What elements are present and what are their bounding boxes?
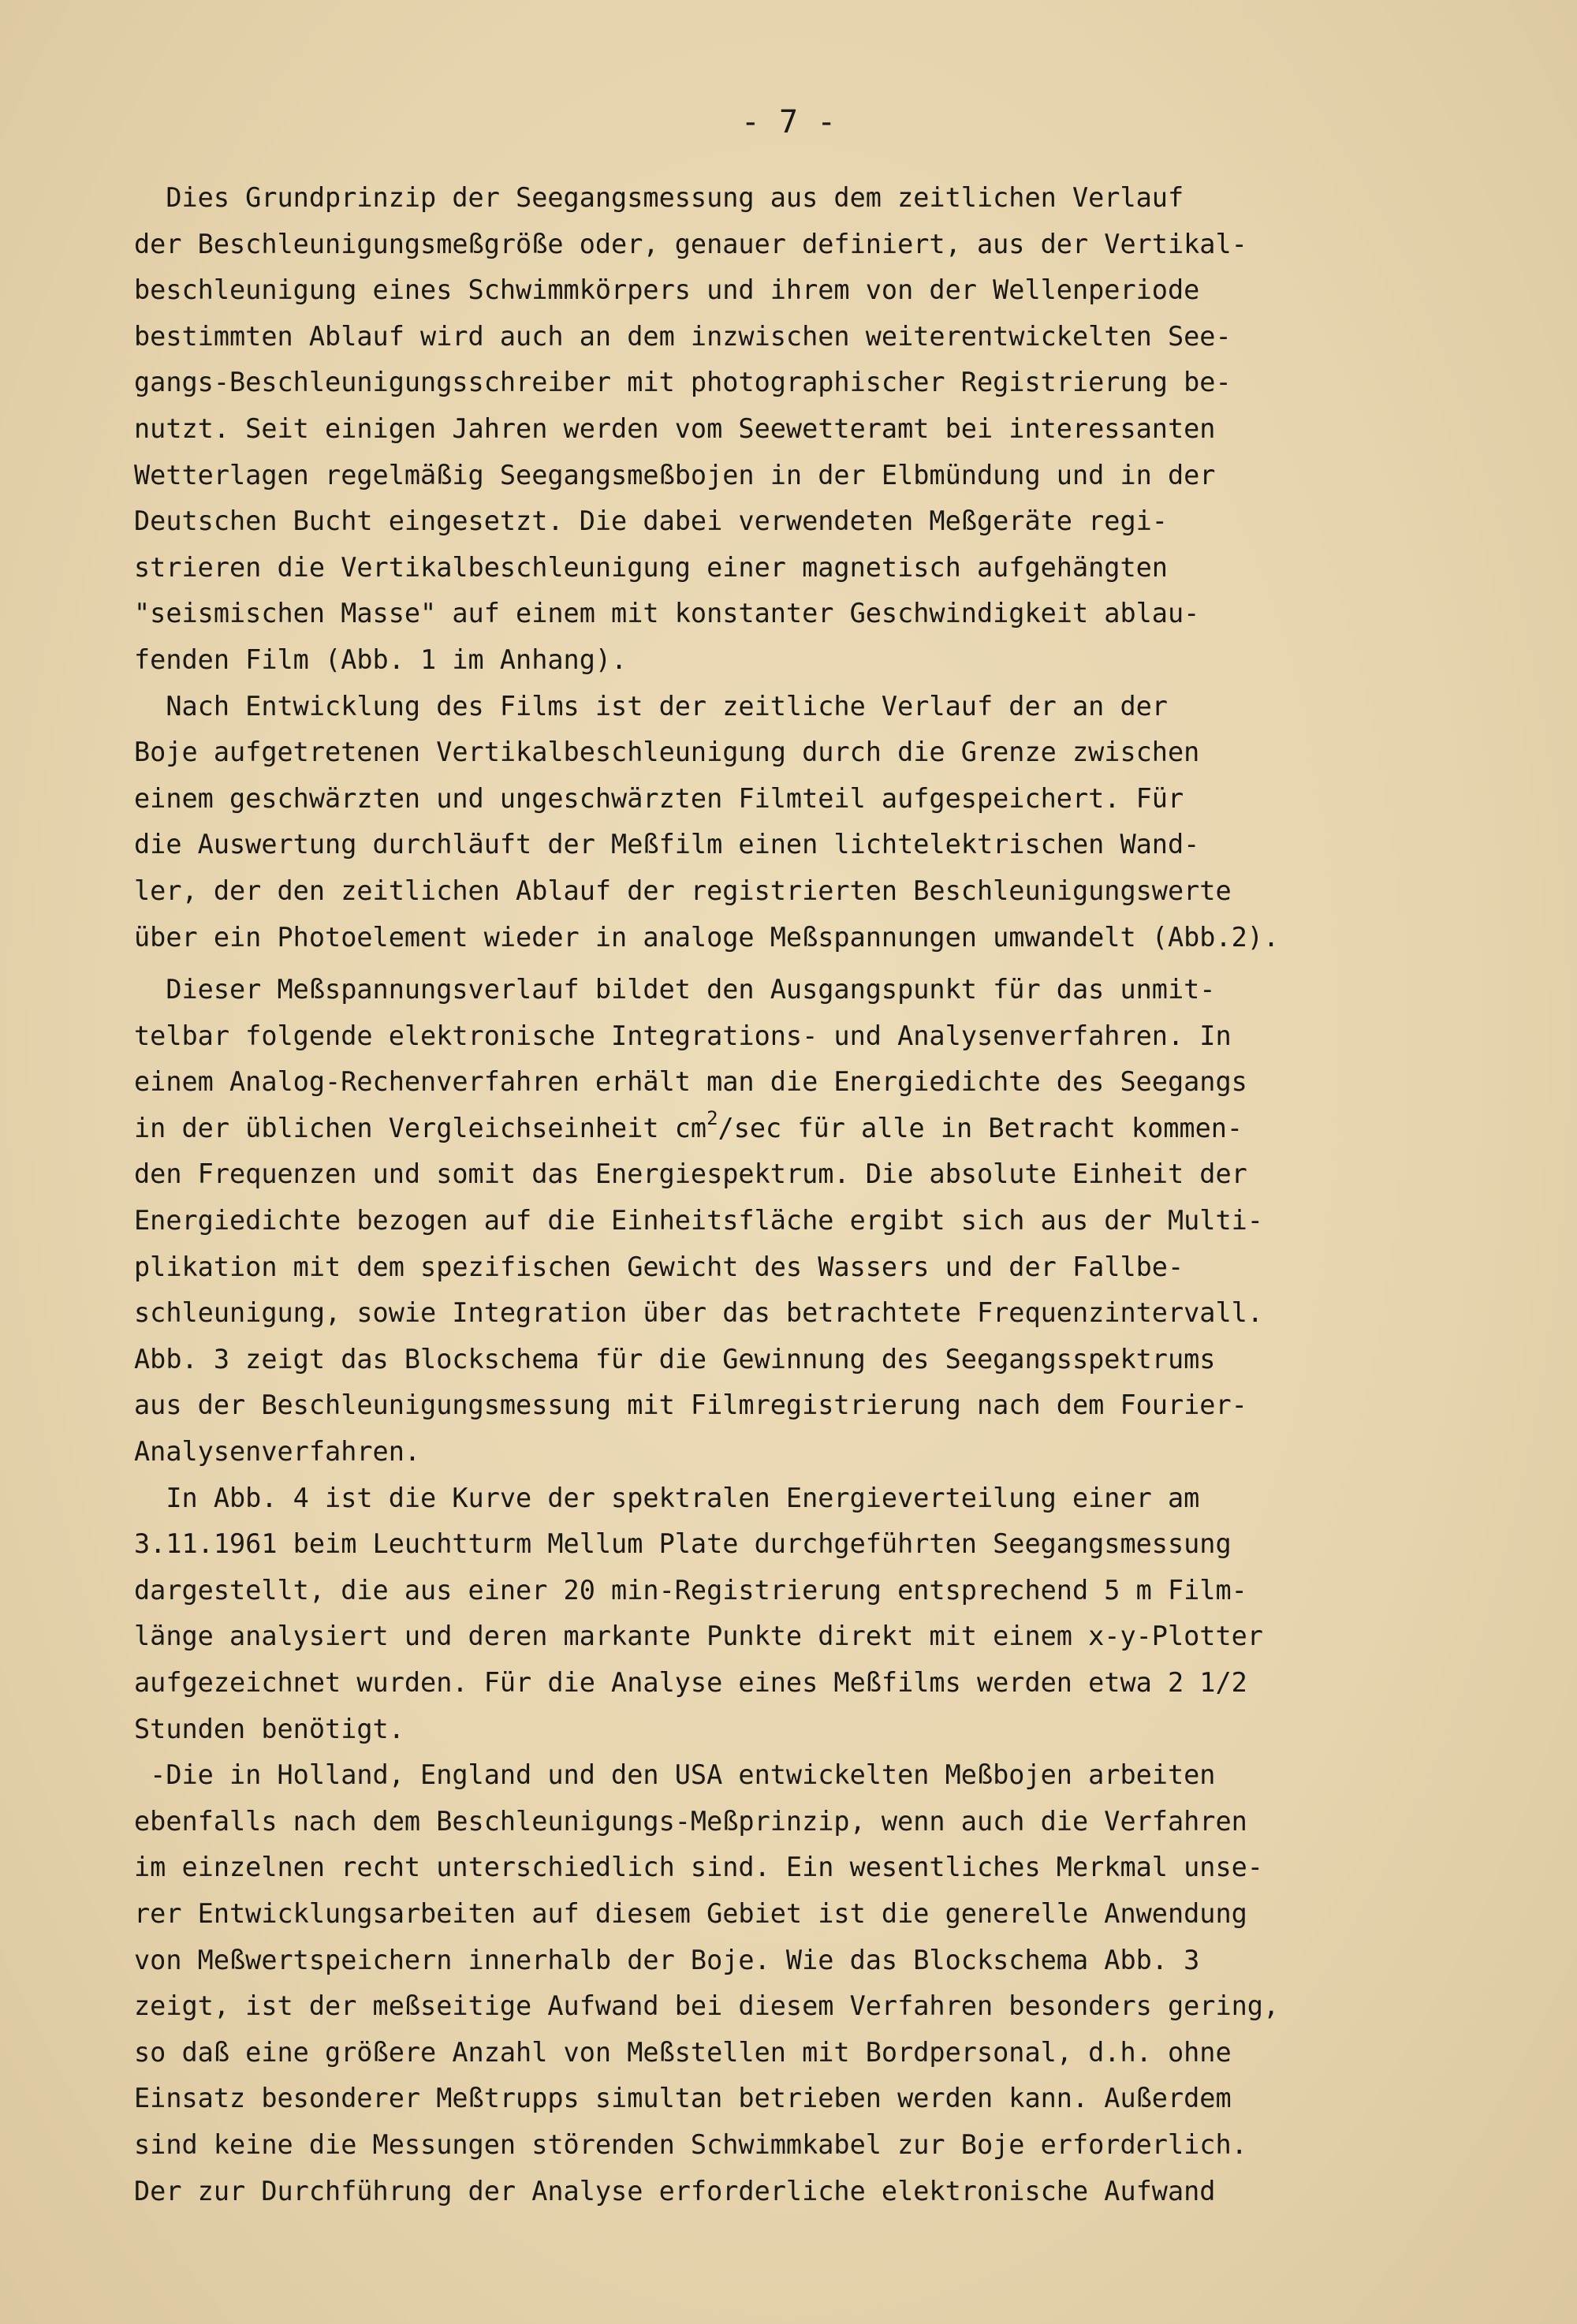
- text-line: einem Analog-Rechenverfahren erhält man die Energiedichte des Seegangs: [134, 1066, 1247, 1098]
- text-line: ler, der den zeitlichen Ablauf der registrierten Beschleunigungswerte: [134, 875, 1232, 906]
- text-line: von Meßwertspeichern innerhalb der Boje. Wie das Blockschema Abb. 3: [134, 1944, 1200, 1975]
- text-line: plikation mit dem spezifischen Gewicht des Wassers und der Fallbe-: [134, 1251, 1184, 1282]
- text-line: Dieser Meßspannungsverlauf bildet den Ausgangspunkt für das unmit-: [134, 974, 1216, 1005]
- text-line: länge analysiert und deren markante Punkte direkt mit einem x-y-Plotter: [134, 1621, 1263, 1652]
- text-line: einem geschwärzten und ungeschwärzten Filmteil aufgespeichert. Für: [134, 782, 1184, 814]
- text-line: der Beschleunigungsmeßgröße oder, genauer definiert, aus der Vertikal-: [134, 228, 1247, 259]
- text-line: Dies Grundprinzip der Seegangsmessung aus dem zeitlichen Verlauf: [134, 182, 1184, 213]
- superscript: 2: [706, 1106, 718, 1129]
- text-line: aufgezeichnet wurden. Für die Analyse eines Meßfilms werden etwa 2 1/2: [134, 1667, 1247, 1698]
- body-text: [134, 175, 1459, 2214]
- text-line: über ein Photoelement wieder in analoge Meßspannungen umwandelt (Abb.2).: [134, 921, 1280, 953]
- text-line: nutzt. Seit einigen Jahren werden vom Seewetteramt bei interessanten: [134, 412, 1216, 444]
- text-line: schleunigung, sowie Integration über das betrachtete Frequenzintervall.: [134, 1297, 1263, 1329]
- text-segment: in der üblichen Vergleichseinheit cm: [134, 1112, 707, 1143]
- text-segment: /sec für alle in Betracht kommen-: [718, 1112, 1243, 1143]
- text-line: den Frequenzen und somit das Energiespektrum. Die absolute Einheit der: [134, 1158, 1247, 1190]
- paragraph-5: [134, 1752, 1459, 2214]
- text-line: Abb. 3 zeigt das Blockschema für die Gewinnung des Seegangsspektrums: [134, 1343, 1216, 1375]
- text-line: ebenfalls nach dem Beschleunigungs-Meßprinzip, wenn auch die Verfahren: [134, 1805, 1247, 1837]
- text-line: Der zur Durchführung der Analyse erforderliche elektronische Aufwand: [134, 2175, 1216, 2206]
- text-line: 3.11.1961 beim Leuchtturm Mellum Plate durchgeführten Seegangsmessung: [134, 1528, 1232, 1560]
- text-line: fenden Film (Abb. 1 im Anhang).: [134, 643, 628, 675]
- paragraph-4: [134, 1475, 1459, 1753]
- text-line: zeigt, ist der meßseitige Aufwand bei diesem Verfahren besonders gering,: [134, 1990, 1280, 2022]
- text-line: die Auswertung durchläuft der Meßfilm einen lichtelektrischen Wand-: [134, 829, 1200, 860]
- text-line: Nach Entwicklung des Films ist der zeitliche Verlauf der an der: [134, 690, 1168, 722]
- text-line: bestimmten Ablauf wird auch an dem inzwischen weiterentwickelten See-: [134, 320, 1232, 352]
- text-line: aus der Beschleunigungsmessung mit Filmregistrierung nach dem Fourier-: [134, 1390, 1247, 1421]
- paragraph-1: [134, 175, 1459, 684]
- text-line: strieren die Vertikalbeschleunigung einer magnetisch aufgehängten: [134, 551, 1168, 583]
- text-line: telbar folgende elektronische Integrations- und Analysenverfahren. In: [134, 1020, 1232, 1051]
- text-line: -Die in Holland, England und den USA entwickelten Meßbojen arbeiten: [134, 1759, 1216, 1791]
- text-line: Boje aufgetretenen Vertikalbeschleunigung durch die Grenze zwischen: [134, 737, 1200, 768]
- text-line: rer Entwicklungsarbeiten auf diesem Gebiet ist die generelle Anwendung: [134, 1897, 1247, 1929]
- text-line: dargestellt, die aus einer 20 min-Registrierung entsprechend 5 m Film-: [134, 1574, 1247, 1606]
- text-line: Wetterlagen regelmäßig Seegangsmeßbojen in der Elbmündung und in der: [134, 459, 1216, 491]
- text-line: In Abb. 4 ist die Kurve der spektralen Energieverteilung einer am: [134, 1482, 1200, 1513]
- text-line-with-superscript: [134, 1106, 1459, 1152]
- text-line: "seismischen Masse" auf einem mit konstanter Geschwindigkeit ablau-: [134, 598, 1200, 629]
- text-line: sind keine die Messungen störenden Schwimmkabel zur Boje erforderlich.: [134, 2128, 1247, 2160]
- paragraph-2: [134, 684, 1459, 961]
- text-line: Stunden benötigt.: [134, 1713, 405, 1744]
- text-line: so daß eine größere Anzahl von Meßstellen mit Bordpersonal, d.h. ohne: [134, 2036, 1232, 2068]
- text-line: gangs-Beschleunigungsschreiber mit photographischer Registrierung be-: [134, 367, 1232, 398]
- paragraph-3: [134, 967, 1459, 1475]
- text-line: Deutschen Bucht eingesetzt. Die dabei verwendeten Meßgeräte regi-: [134, 505, 1168, 537]
- text-line: im einzelnen recht unterschiedlich sind. Ein wesentliches Merkmal unse-: [134, 1852, 1263, 1883]
- text-line: Analysenverfahren.: [134, 1436, 421, 1468]
- text-line: beschleunigung eines Schwimmkörpers und ihrem von der Wellenperiode: [134, 274, 1200, 306]
- text-line: Energiedichte bezogen auf die Einheitsfläche ergibt sich aus der Multi-: [134, 1205, 1263, 1237]
- text-line: Einsatz besonderer Meßtrupps simultan betrieben werden kann. Außerdem: [134, 2083, 1232, 2114]
- page-number: - 7 -: [740, 104, 837, 140]
